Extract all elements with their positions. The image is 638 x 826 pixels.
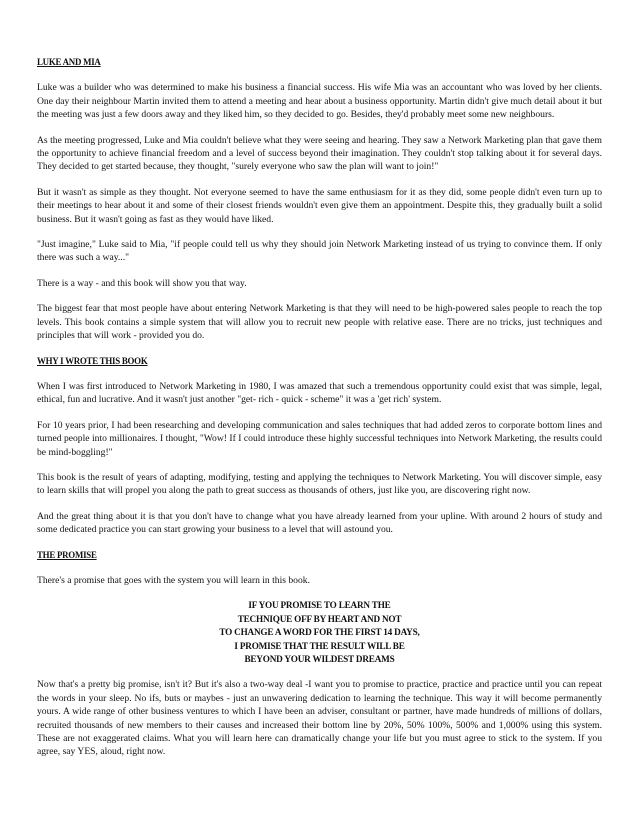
paragraph: There is a way - and this book will show you that way.	[37, 277, 247, 289]
promise-line: BEYOND YOUR WILDEST DREAMS	[244, 654, 395, 664]
paragraph: Luke was a builder who was determined to make his business a financial success. His wife Mia was an accountant who was loved by her clients. One day their neighbour Martin invited them to attend a meeting and hear about a business opportunity. Martin didn't give much detail about it but the meeting was just a few doors away and they liked him, so they decided to go. Besides, they'd probably meet some new neighbours.	[37, 82, 602, 121]
promise-line: IF YOU PROMISE TO LEARN THE	[248, 600, 391, 611]
promise-line: TECHNIQUE OFF BY HEART AND NOT	[237, 613, 402, 624]
paragraph: But it wasn't as simple as they thought. Not everyone seemed to have the same enthusiasm for it as they did, some people didn't even turn up to their meetings to hear about it and some of their closest friends wouldn't even give them an appointment. Despite this, they gradually built a solid business. But it wasn't going as fast as they would have liked.	[37, 186, 602, 225]
promise-statement	[37, 599, 602, 666]
paragraph: Now that's a pretty big promise, isn't it? But it's also a two-way deal -I want you to promise to practice, practice and practice until you can repeat the words in your sleep. No ifs, buts or maybes - just an unwavering dedication to learning the technique. This way it will become permanently yours. A wide range of other business ventures to which I have been an adviser, consultant or partner, have made hundreds of millions of dollars, recruited thousands of new members to their causes and increased their bottom line by 20%, 50% 100%, 500% and 1,000% using this system. These are not exaggerated claims. What you will learn here can dramatically change your life but you must agree to stick to the system. If you agree, say YES, aloud, right now.	[37, 679, 602, 758]
document-page	[37, 56, 602, 771]
section-heading-why-i-wrote-this-book: WHY I WROTE THIS BOOK	[37, 355, 148, 366]
section-heading-luke-and-mia: LUKE AND MIA	[37, 57, 101, 67]
paragraph: As the meeting progressed, Luke and Mia couldn't believe what they were seeing and hearing. They saw a Network Marketing plan that gave them the opportunity to achieve financial freedom and a level of success beyond their imagination. They couldn't stop talking about it for several days. They decided to get started because, they thought, "surely everyone who saw the plan will want to join!"	[37, 134, 602, 173]
paragraph: There's a promise that goes with the system you will learn in this book.	[37, 574, 310, 586]
paragraph: "Just imagine," Luke said to Mia, "if people could tell us why they should join Network Marketing instead of us trying to convince them. If only there was such a way..."	[37, 239, 602, 264]
promise-line: TO CHANGE A WORD FOR THE FIRST 14 DAYS,	[219, 627, 420, 638]
paragraph: And the great thing about it is that you don't have to change what you have already learned from your upline. With around 2 hours of study and some dedicated practice you can start growing your business to a level that will astound you.	[37, 510, 602, 536]
paragraph: When I was first introduced to Network Marketing in 1980, I was amazed that such a tremendous opportunity could exist that was simple, legal, ethical, fun and lucrative. And it wasn't just another "get- rich - quick - scheme" it was a 'get rich' system.	[37, 380, 602, 406]
section-heading-the-promise: THE PROMISE	[37, 549, 97, 560]
promise-line: I PROMISE THAT THE RESULT WILL BE	[234, 640, 405, 651]
paragraph: For 10 years prior, I had been researching and developing communication and sales techniques that had added zeros to corporate bottom lines and turned people into millionaires. I thought, "Wow! If I could introduce these highly successful techniques into Network Marketing, the results could be mind-boggling!"	[37, 419, 602, 458]
paragraph: This book is the result of years of adapting, modifying, testing and applying the techniques to Network Marketing. You will discover simple, easy to learn skills that will propel you along the path to great success as thousands of others, just like you, are discovering right now.	[37, 471, 602, 497]
paragraph: The biggest fear that most people have about entering Network Marketing is that they will need to be high-powered sales people to reach the top levels. This book contains a simple system that will allow you to recruit new people with relative ease. There are no tricks, just techniques and principles that will work - provided you do.	[37, 303, 602, 342]
